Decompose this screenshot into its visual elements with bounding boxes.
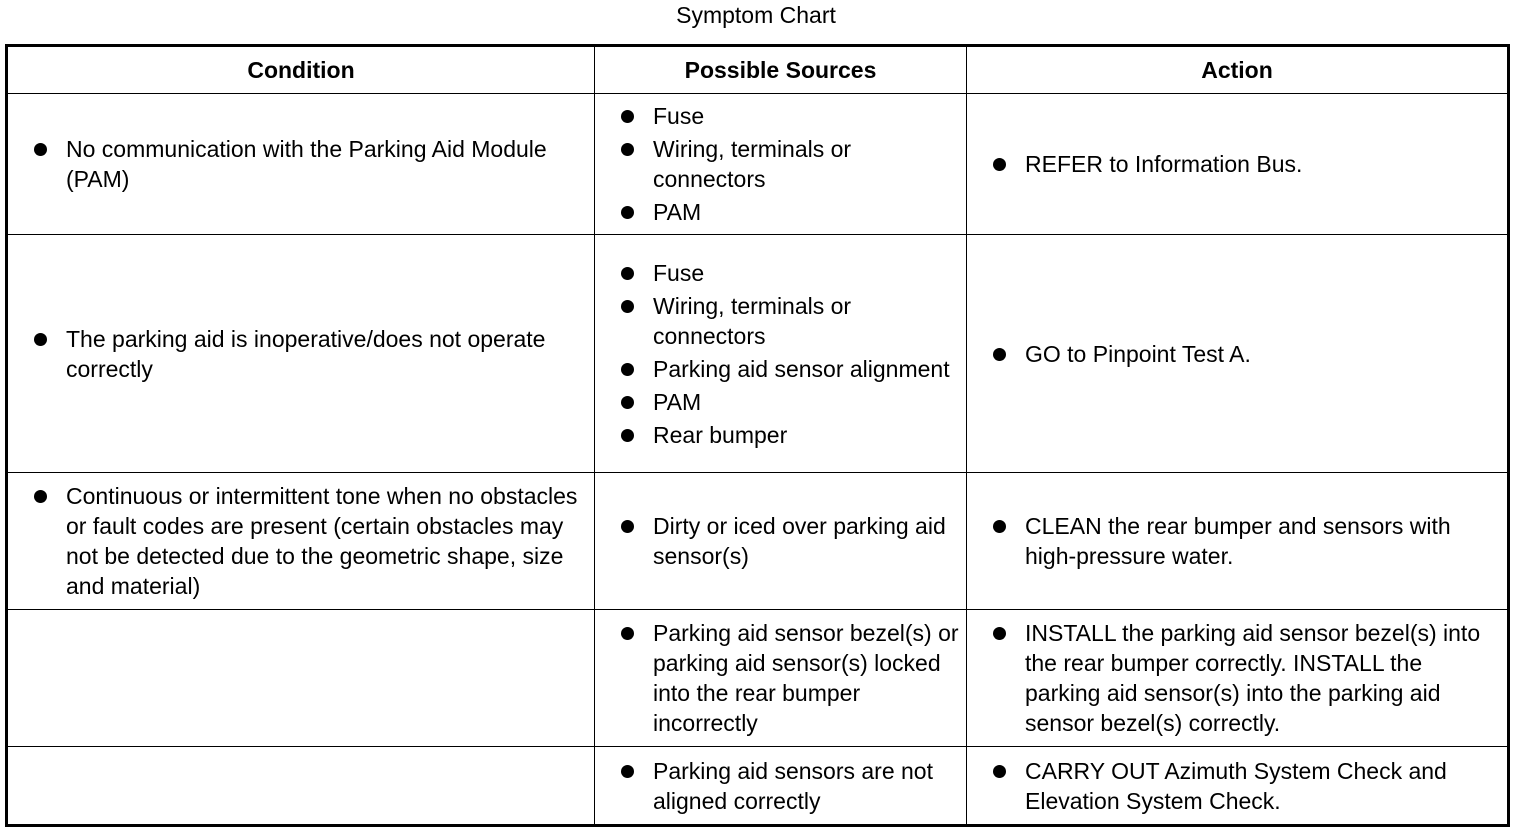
bullet-icon — [621, 429, 634, 442]
bullet-icon — [993, 627, 1006, 640]
bullet-item — [967, 618, 1501, 738]
bullet-icon — [621, 206, 634, 219]
sources-cell — [595, 747, 967, 826]
action-cell — [967, 235, 1509, 473]
bullet-text: Fuse — [653, 103, 705, 129]
bullet-icon — [621, 396, 634, 409]
symptom-chart-table — [5, 44, 1510, 827]
condition-cell — [7, 747, 595, 826]
header-condition: Condition — [7, 46, 595, 94]
bullet-icon — [621, 363, 634, 376]
bullet-item — [967, 149, 1501, 179]
bullet-text: CLEAN the rear bumper and sensors with high-pressure water. — [1025, 513, 1451, 569]
bullet-text: PAM — [653, 199, 702, 225]
bullet-item — [595, 134, 960, 194]
bullet-item — [967, 511, 1501, 571]
bullet-text: Continuous or intermittent tone when no obstacles or fault codes are present (certain obstacles may not be detected due to the geometric shape, size and material) — [66, 483, 578, 599]
bullet-text: REFER to Information Bus. — [1025, 151, 1303, 177]
bullet-item — [595, 258, 960, 288]
bullet-text: PAM — [653, 388, 702, 415]
bullet-icon — [621, 520, 634, 533]
bullet-icon — [621, 110, 634, 123]
bullet-item — [595, 756, 960, 816]
bullet-text: Wiring, terminals or connectors — [653, 136, 852, 192]
bullet-item — [8, 324, 588, 384]
bullet-item — [595, 291, 960, 351]
table-row — [7, 747, 1509, 826]
bullet-text: Parking aid sensor bezel(s) or parking aid sensor(s) locked into the rear bumper incorrectly — [653, 620, 959, 736]
action-cell — [967, 610, 1509, 747]
bullet-text: Parking aid sensors are not aligned correctly — [653, 757, 933, 814]
header-possible-sources: Possible Sources — [595, 46, 967, 94]
bullet-text: Dirty or iced over parking aid sensor(s) — [653, 513, 946, 569]
condition-cell — [7, 94, 595, 235]
header-row — [7, 46, 1509, 94]
bullet-icon — [621, 627, 634, 640]
bullet-text: The parking aid is inoperative/does not operate correctly — [66, 325, 546, 382]
action-cell — [967, 473, 1509, 610]
bullet-item — [595, 101, 960, 131]
bullet-text: Wiring, terminals or connectors — [653, 292, 852, 349]
action-cell — [967, 747, 1509, 826]
bullet-item — [595, 420, 960, 450]
bullet-item — [595, 511, 960, 571]
bullet-text: Fuse — [653, 259, 705, 286]
bullet-text: No communication with the Parking Aid Module (PAM) — [66, 136, 547, 192]
bullet-item — [8, 134, 588, 194]
bullet-item — [595, 197, 960, 227]
header-action: Action — [967, 46, 1509, 94]
bullet-icon — [993, 348, 1006, 361]
bullet-item — [595, 354, 960, 384]
bullet-item — [595, 387, 960, 417]
table-row — [7, 94, 1509, 235]
chart-title: Symptom Chart — [676, 2, 836, 28]
bullet-item — [967, 339, 1501, 369]
action-cell — [967, 94, 1509, 235]
bullet-text: Rear bumper — [653, 421, 788, 448]
bullet-icon — [621, 267, 634, 280]
sources-cell — [595, 610, 967, 747]
sources-cell — [595, 473, 967, 610]
bullet-icon — [993, 765, 1006, 778]
bullet-icon — [621, 300, 634, 313]
sources-cell — [595, 94, 967, 235]
bullet-icon — [34, 143, 47, 156]
bullet-text: CARRY OUT Azimuth System Check and Elevation System Check. — [1025, 757, 1447, 814]
table-row — [7, 610, 1509, 747]
bullet-icon — [993, 158, 1006, 171]
condition-cell — [7, 473, 595, 610]
bullet-icon — [34, 333, 47, 346]
bullet-icon — [621, 143, 634, 156]
table-row — [7, 235, 1509, 473]
bullet-text: INSTALL the parking aid sensor bezel(s) into the rear bumper correctly. INSTALL the parking aid sensor(s) into the parking aid sensor bezel(s) correctly. — [1025, 620, 1481, 736]
condition-cell — [7, 610, 595, 747]
bullet-text: Parking aid sensor alignment — [653, 355, 950, 382]
bullet-icon — [34, 490, 47, 503]
condition-cell — [7, 235, 595, 473]
bullet-icon — [621, 765, 634, 778]
table-row — [7, 473, 1509, 610]
sources-cell — [595, 235, 967, 473]
bullet-item — [8, 481, 588, 601]
bullet-item — [967, 756, 1501, 816]
bullet-text: GO to Pinpoint Test A. — [1025, 340, 1251, 367]
bullet-item — [595, 618, 960, 738]
bullet-icon — [993, 520, 1006, 533]
